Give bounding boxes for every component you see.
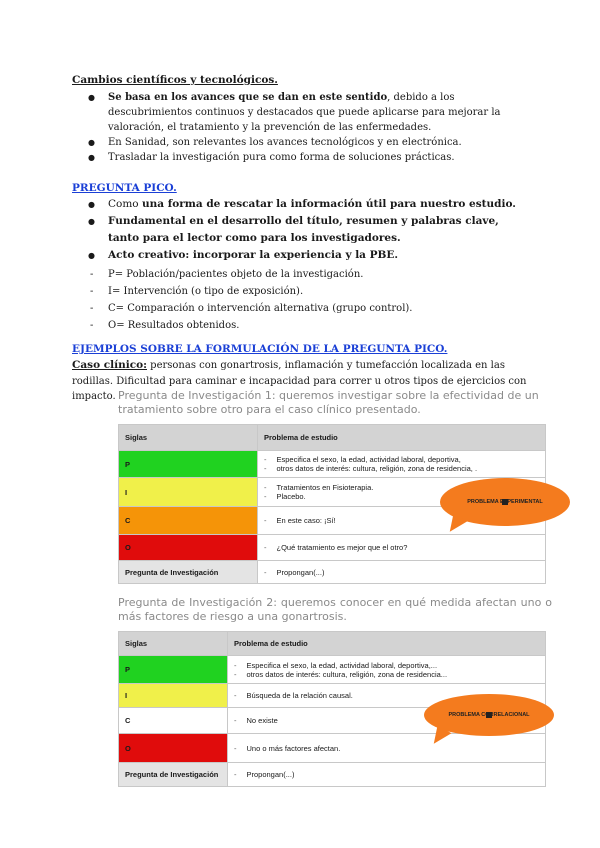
section-heading-cambios: Cambios científicos y tecnológicos. — [72, 74, 278, 86]
table-row: P - Especifica el sexo, la edad, actividad laboral, deportiva, - otros datos de interés: cultura, religión, zona de residencia, . — [119, 451, 546, 478]
table-header: Siglas — [119, 632, 228, 656]
list-item: ● Como una forma de rescatar la información útil para nuestro estudio. — [88, 196, 528, 213]
table-row: C - En este caso: ¡Sí! — [119, 507, 546, 535]
list-item: - O= Resultados obtenidos. — [88, 317, 528, 334]
speech-bubble-experimental: PROBLEMA EXPERIMENTAL — [440, 478, 570, 526]
pico-dash-list — [88, 266, 528, 334]
list-item: - C= Comparación o intervención alternativa (grupo control). — [88, 300, 528, 317]
table-header: Siglas — [119, 425, 258, 451]
table-row: Pregunta de Investigación - Propongan(...) — [119, 561, 546, 584]
list-item: ● Se basa en los avances que se dan en este sentido, debido a los descubrimientos continuos y destacados que puede aplicarse para mejorar la valoración, el tratamiento y la prevención de las enfermedades. — [88, 90, 528, 135]
case-paragraph: Caso clínico: personas con gonartrosis, inflamación y tumefacción localizada en las rodillas. Dificultad para caminar e incapacidad para correr u otros tipos de ejercicios con impacto. — [72, 359, 527, 402]
list-item: - I= Intervención (o tipo de exposición). — [88, 283, 528, 300]
table-row: O - Uno o más factores afectan. — [119, 734, 546, 763]
list-item: ● Acto creativo: incorporar la experiencia y la PBE. — [88, 247, 528, 264]
table-header: Problema de estudio — [258, 425, 546, 451]
speech-bubble-correlacional: PROBLEMA CORRELACIONAL — [424, 694, 554, 736]
table-row: I - Búsqueda de la relación causal. — [119, 684, 546, 708]
pico-list — [88, 196, 528, 264]
section-heading-pico: PREGUNTA PICO. — [72, 182, 177, 194]
cambios-list — [88, 90, 528, 165]
list-item: ● Trasladar la investigación pura como forma de soluciones prácticas. — [88, 150, 528, 165]
table-header: Problema de estudio — [228, 632, 546, 656]
question-2: Pregunta de Investigación 2: queremos conocer en qué medida afectan uno o más factores de riesgo a una gonartrosis. — [118, 596, 552, 623]
table-row: P - Especifica el sexo, la edad, actividad laboral, deportiva,... - otros datos de interés: cultura, religión, zona de residencia... — [119, 656, 546, 684]
table-row: I - Tratamientos en Fisioterapia. - Placebo. — [119, 478, 546, 507]
table-row: O - ¿Qué tratamiento es mejor que el otro? — [119, 535, 546, 561]
list-item: ● Fundamental en el desarrollo del título, resumen y palabras clave, tanto para el lector como para los investigadores. — [88, 213, 528, 247]
list-item: - P= Población/pacientes objeto de la investigación. — [88, 266, 528, 283]
table-row: C - No existe — [119, 708, 546, 734]
table-row: Pregunta de Investigación - Propongan(...) — [119, 763, 546, 787]
section-heading-ejemplos: EJEMPLOS SOBRE LA FORMULACIÓN DE LA PREGUNTA PICO. — [72, 343, 448, 355]
question-1: Pregunta de Investigación 1: queremos investigar sobre la efectividad de un tratamiento sobre otro para el caso clínico presentado. — [118, 389, 539, 416]
list-item: ● En Sanidad, son relevantes los avances tecnológicos y en electrónica. — [88, 135, 528, 150]
